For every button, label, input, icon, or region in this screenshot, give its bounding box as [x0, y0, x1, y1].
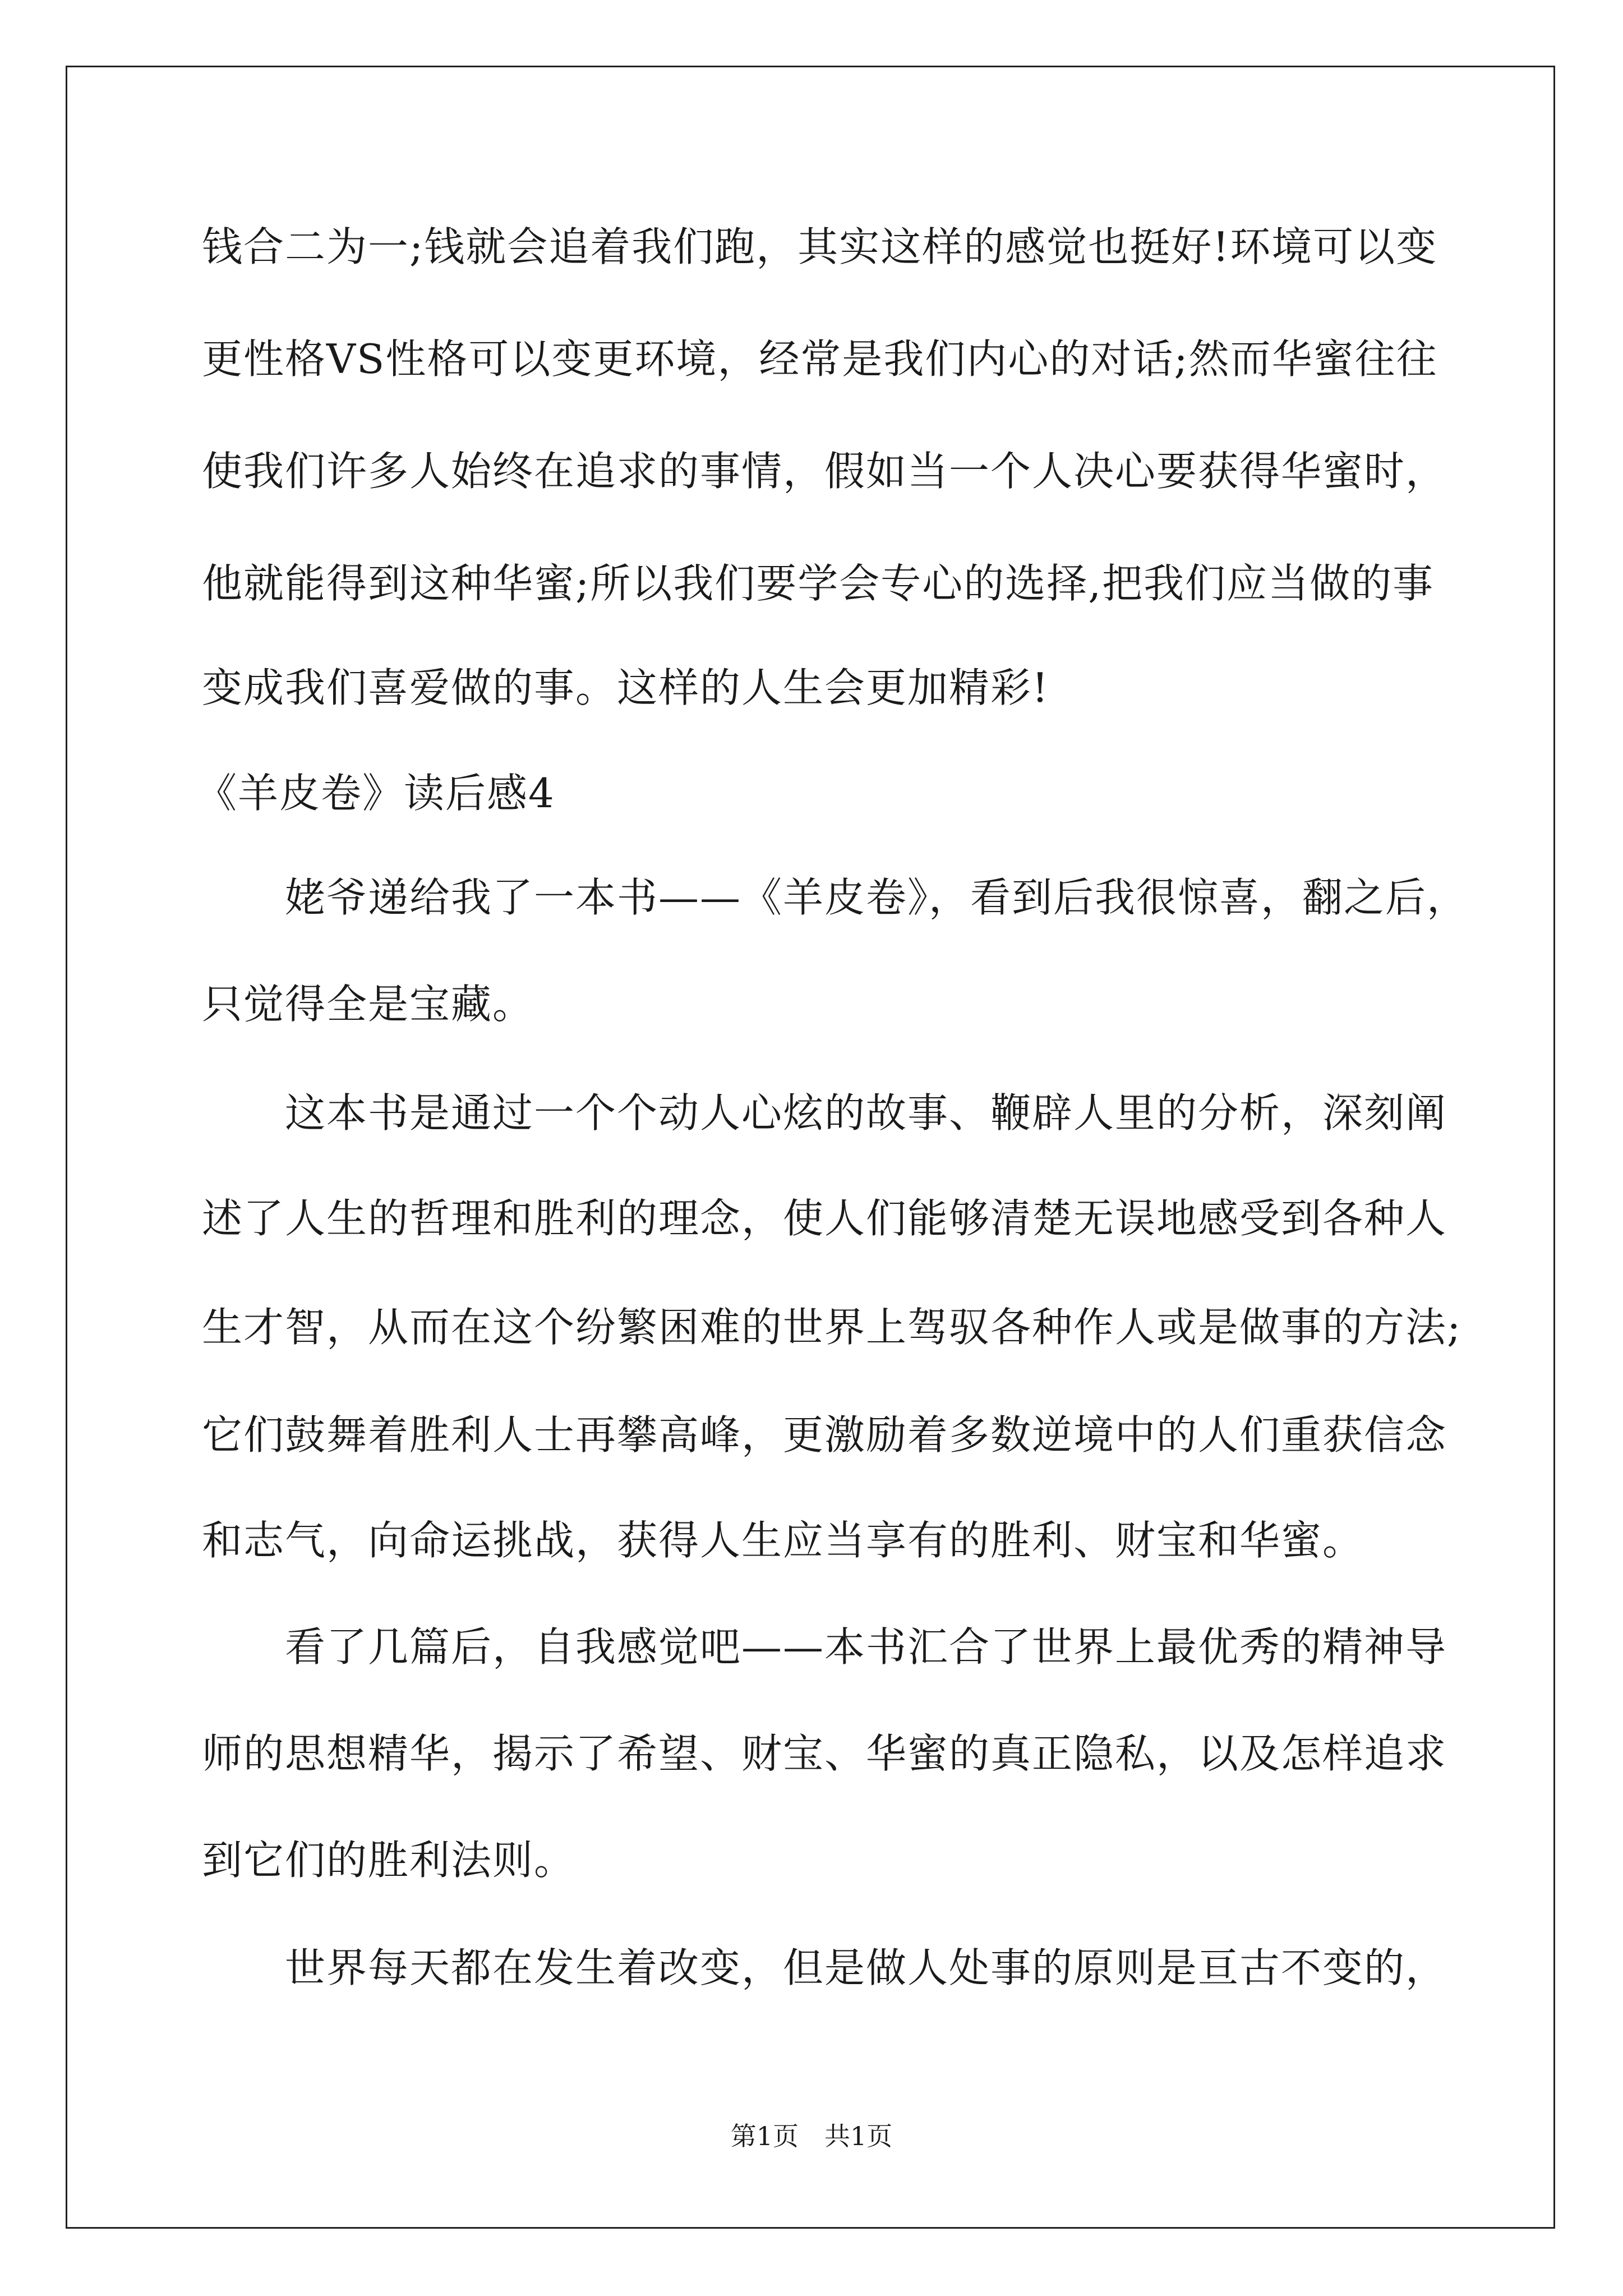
paragraph-line-11: 世界每天都在发生着改变，但是做人处事的原则是亘古不变的，	[202, 1944, 1447, 1991]
page-footer: 第1页 共1页	[730, 2121, 893, 2151]
body-line-2: 更性格VS性格可以变更环境，经常是我们内心的对话;然而华蜜往往	[202, 335, 1438, 383]
paragraph-line-10: 到它们的胜利法则。	[202, 1837, 576, 1884]
section-heading: 《羊皮卷》读后感4	[196, 770, 555, 817]
paragraph-line-5: 生才智，从而在这个纷繁困难的世界上驾驭各种作人或是做事的方法;	[202, 1304, 1462, 1351]
paragraph-line-2: 只觉得全是宝藏。	[202, 981, 534, 1028]
paragraph-line-9: 师的思想精华，揭示了希望、财宝、华蜜的真正隐私，以及怎样追求	[202, 1730, 1447, 1777]
paragraph-line-1: 姥爷递给我了一本书——《羊皮卷》，看到后我很惊喜，翻之后，	[202, 874, 1469, 921]
body-line-5: 变成我们喜爱做的事。这样的人生会更加精彩!	[202, 664, 1049, 711]
paragraph-line-7: 和志气，向命运挑战，获得人生应当享有的胜利、财宝和华蜜。	[202, 1517, 1364, 1564]
paragraph-line-4: 述了人生的哲理和胜利的理念，使人们能够清楚无误地感受到各种人	[202, 1195, 1447, 1242]
body-line-1: 钱合二为一;钱就会追着我们跑，其实这样的感觉也挺好!环境可以变	[202, 223, 1438, 270]
paragraph-line-6: 它们鼓舞着胜利人士再攀高峰，更激励着多数逆境中的人们重获信念	[202, 1411, 1447, 1458]
body-line-3: 使我们许多人始终在追求的事情，假如当一个人决心要获得华蜜时，	[202, 448, 1447, 495]
page-border	[66, 66, 1555, 2229]
paragraph-line-8: 看了几篇后，自我感觉吧——本书汇合了世界上最优秀的精神导	[202, 1623, 1447, 1671]
paragraph-line-3: 这本书是通过一个个动人心炫的故事、鞭辟人里的分析，深刻阐	[202, 1089, 1447, 1137]
body-line-4: 他就能得到这种华蜜;所以我们要学会专心的选择,把我们应当做的事	[202, 560, 1435, 607]
